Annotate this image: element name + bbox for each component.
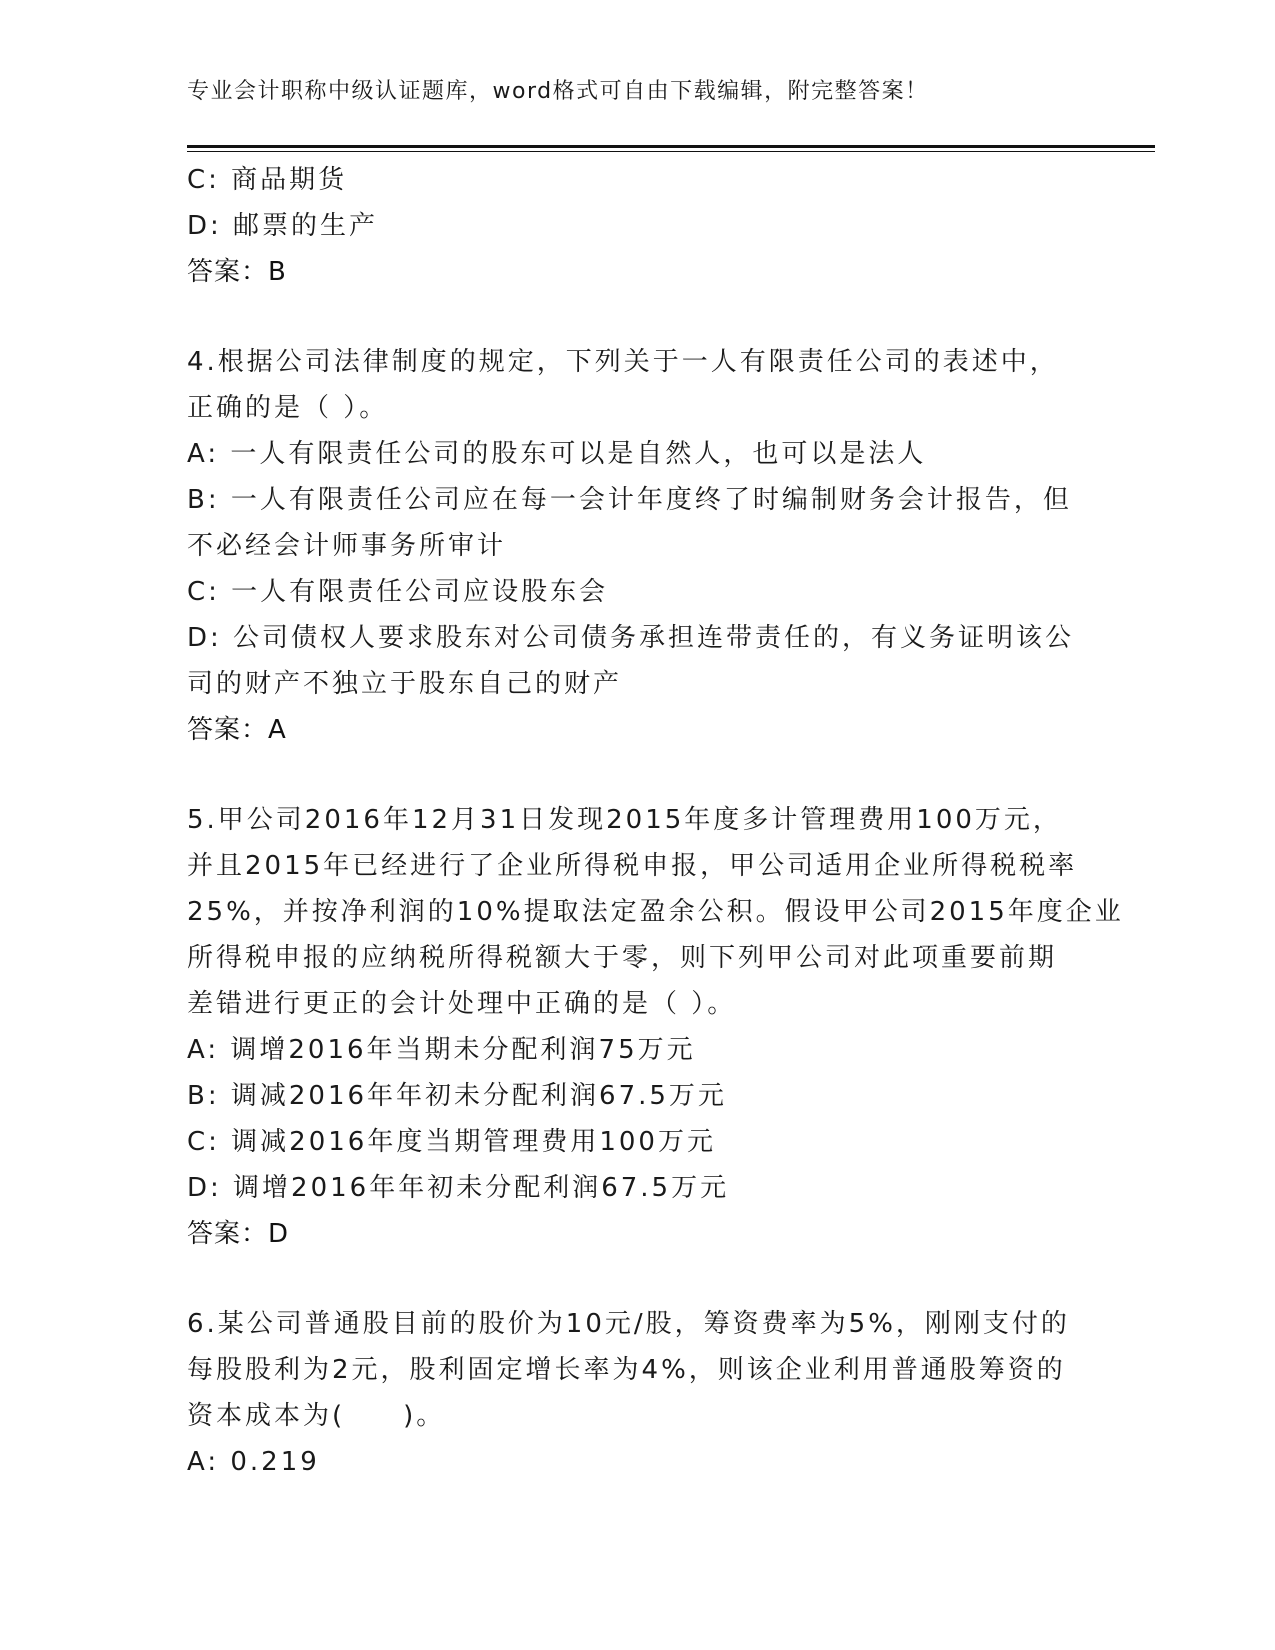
option-b-continued: 不必经会计师事务所审计 [187,531,507,561]
question-6 [187,1301,1087,1485]
question-stem-line: 差错进行更正的会计处理中正确的是（ ）。 [187,989,737,1019]
answer: 答案：D [187,1219,290,1249]
answer: 答案：B [187,257,287,287]
spacer [187,295,1087,339]
option-a: A: 0.219 [187,1447,320,1477]
option-a: A: 调增2016年当期未分配利润75万元 [187,1035,696,1065]
question-stem-line: 6.某公司普通股目前的股价为10元/股，筹资费率为5%，刚刚支付的 [187,1309,1070,1339]
question-stem-line: 每股股利为2元，股利固定增长率为4%，则该企业利用普通股筹资的 [187,1355,1066,1385]
question-stem-line: 25%，并按净利润的10%提取法定盈余公积。假设甲公司2015年度企业 [187,897,1124,927]
question-stem-line: 并且2015年已经进行了企业所得税申报，甲公司适用企业所得税税率 [187,851,1078,881]
question-stem-line: 所得税申报的应纳税所得税额大于零，则下列甲公司对此项重要前期 [187,943,1058,973]
option-d: D: 邮票的生产 [187,211,379,241]
option-b: B: 一人有限责任公司应在每一会计年度终了时编制财务会计报告，但 [187,485,1072,515]
header-rule-thin [187,151,1155,152]
option-b: B: 调减2016年年初未分配利润67.5万元 [187,1081,727,1111]
spacer [187,753,1087,797]
question-4 [187,339,1087,753]
option-d-continued: 司的财产不独立于股东自己的财产 [187,669,623,699]
spacer [187,1257,1087,1301]
question-stem-line: 4.根据公司法律制度的规定，下列关于一人有限责任公司的表述中， [187,347,1059,377]
option-d: D: 调增2016年年初未分配利润67.5万元 [187,1173,730,1203]
header-rule-thick [187,145,1155,148]
answer: 答案：A [187,715,287,745]
option-c: C: 调减2016年度当期管理费用100万元 [187,1127,716,1157]
question-stem-line: 资本成本为( )。 [187,1401,446,1431]
document-body [187,157,1124,1485]
question-5 [187,797,1124,1257]
option-a: A: 一人有限责任公司的股东可以是自然人，也可以是法人 [187,439,927,469]
option-c: C: 商品期货 [187,165,348,195]
page-header: 专业会计职称中级认证题库，word格式可自由下载编辑，附完整答案！ [187,79,929,104]
question-stem-line: 5.甲公司2016年12月31日发现2015年度多计管理费用100万元， [187,805,1062,835]
prev-question [187,157,1087,295]
question-stem-line: 正确的是（ ）。 [187,393,389,423]
option-c: C: 一人有限责任公司应设股东会 [187,577,609,607]
option-d: D: 公司债权人要求股东对公司债务承担连带责任的，有义务证明该公 [187,623,1075,653]
